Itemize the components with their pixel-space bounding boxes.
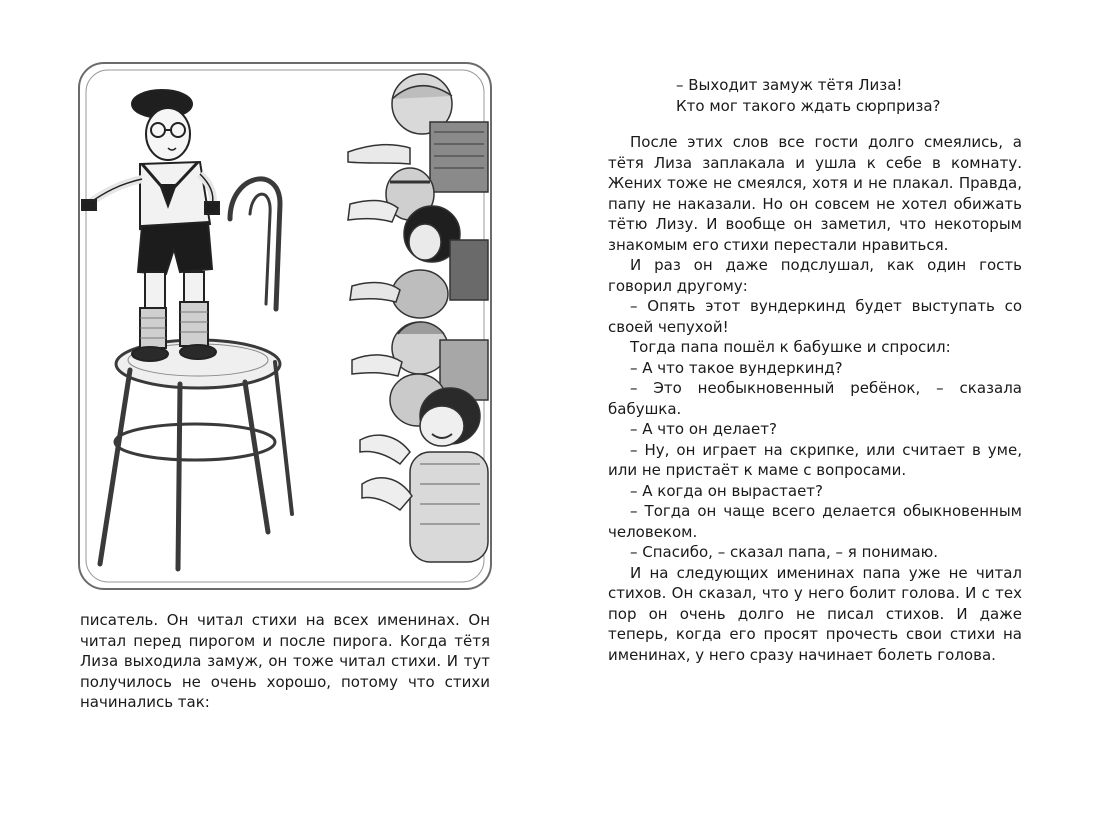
paragraph: И раз он даже подслушал, как один гость говорил другому: bbox=[608, 256, 1022, 295]
left-paragraph: писатель. Он читал стихи на всех именинах. Он читал перед пирогом и после пирога. Когда тётя Лиза выходила замуж, он тоже читал стихи. И тут получилось не очень хорошо, потому что стихи начинались так: bbox=[80, 611, 490, 711]
poem-line: Кто мог такого ждать сюрприза? bbox=[676, 96, 941, 115]
dialog-line: – Это необыкновенный ребёнок, – сказала бабушка. bbox=[608, 379, 1022, 418]
paragraph: Тогда папа пошёл к бабушке и спросил: bbox=[630, 338, 951, 356]
dialog-line: – Спасибо, – сказал папа, – я понимаю. bbox=[630, 543, 939, 561]
boy-figure bbox=[82, 90, 219, 361]
boy-on-chair-with-guests-illustration bbox=[80, 64, 494, 592]
left-page-text bbox=[80, 610, 490, 713]
paragraph: После этих слов все гости долго смеялись, а тётя Лиза заплакала и ушла к себе в комнату. Жених тоже не смеялся, хотя и не плакал. Правда, папу не наказали. Но он совсем не хотел обижать тётю Лизу. И вообще он заметил, что некоторым знакомым его стихи перестали нравиться. bbox=[608, 133, 1022, 254]
dialog-line: – Опять этот вундеркинд будет выступать со своей чепухой! bbox=[608, 297, 1022, 336]
paragraph: И на следующих именинах папа уже не читал стихов. Он сказал, что у него болит голова. И с тех пор он очень долго не писал стихов. И даже теперь, когда его просят прочесть свои стихи на именинах, у него сразу начинает болеть голова. bbox=[608, 563, 1022, 664]
poem-line: – Выходит замуж тётя Лиза! bbox=[676, 76, 903, 94]
dialog-line: – А когда он вырастает? bbox=[630, 481, 824, 500]
dialog-line: – А что такое вундеркинд? bbox=[630, 358, 843, 377]
dialog-line: – Тогда он чаще всего делается обыкновенным человеком. bbox=[608, 502, 1022, 541]
guests-crowd bbox=[348, 74, 488, 562]
dialog-line: – Ну, он играет на скрипке, или считает в уме, или не пристаёт к маме с вопросами. bbox=[608, 440, 1022, 479]
dialog-line: – А что он делает? bbox=[630, 420, 777, 438]
illustration-frame bbox=[78, 62, 492, 590]
right-page-text bbox=[608, 132, 1022, 665]
poem-block bbox=[676, 75, 941, 116]
